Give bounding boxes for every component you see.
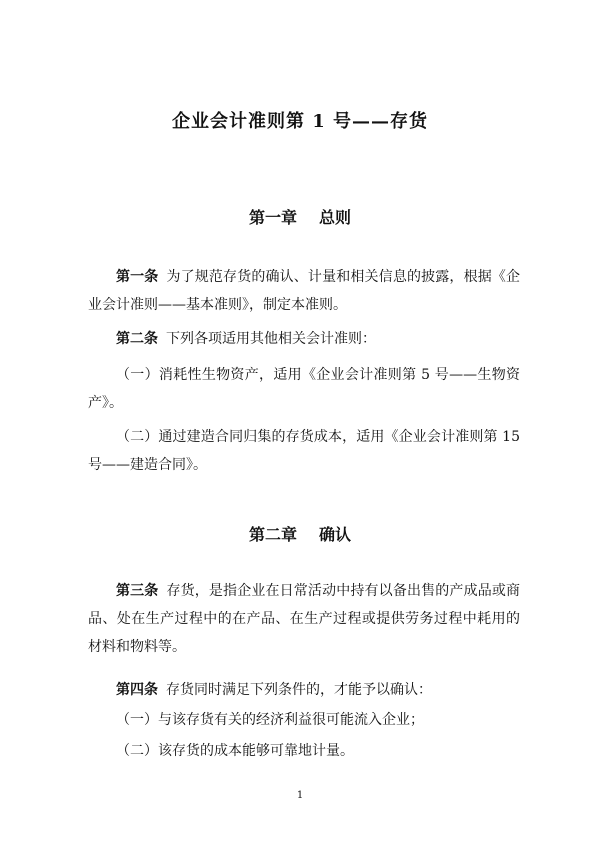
article-label: 第三条 <box>116 583 159 599</box>
article-4-item-2 <box>88 737 520 765</box>
chapter-number: 第二章 <box>248 525 297 544</box>
chapter-name: 确认 <box>319 525 352 544</box>
article-label: 第一条 <box>116 269 159 285</box>
article-text: 下列各项适用其他相关会计准则： <box>166 331 376 347</box>
item-text: （二）通过建造合同归集的存货成本，适用《企业会计准则第 15 号——建造合同》。 <box>88 429 520 473</box>
article-3-paragraph <box>88 577 520 661</box>
document-title: 企业会计准则第 1 号——存货 <box>171 111 429 132</box>
article-4-item-1 <box>88 706 520 734</box>
item-text: （二）该存货的成本能够可靠地计量。 <box>116 743 354 759</box>
chapter-heading-2 <box>0 522 600 545</box>
article-2-paragraph <box>88 325 520 353</box>
item-text: （一）消耗性生物资产，适用《企业会计准则第 5 号——生物资产》。 <box>88 367 520 411</box>
article-2-item-1 <box>88 361 520 417</box>
article-text: 为了规范存货的确认、计量和相关信息的披露，根据《企业会计准则——基本准则》，制定本准则。 <box>88 269 521 313</box>
item-text: （一）与该存货有关的经济利益很可能流入企业； <box>116 712 424 728</box>
article-4-paragraph <box>88 676 520 704</box>
article-label: 第四条 <box>116 682 158 698</box>
article-2-item-2 <box>88 423 520 479</box>
article-1-paragraph <box>88 263 520 319</box>
chapter-heading-1 <box>0 205 600 228</box>
chapter-number: 第一章 <box>248 208 297 227</box>
chapter-name: 总则 <box>319 208 352 227</box>
article-label: 第二条 <box>116 331 158 347</box>
article-text: 存货，是指企业在日常活动中持有以备出售的产成品或商品、处在生产过程中的在产品、在生产过程或提供劳务过程中耗用的材料和物料等。 <box>88 583 521 655</box>
page-number: 1 <box>296 790 304 801</box>
article-text: 存货同时满足下列条件的，才能予以确认： <box>166 682 432 698</box>
